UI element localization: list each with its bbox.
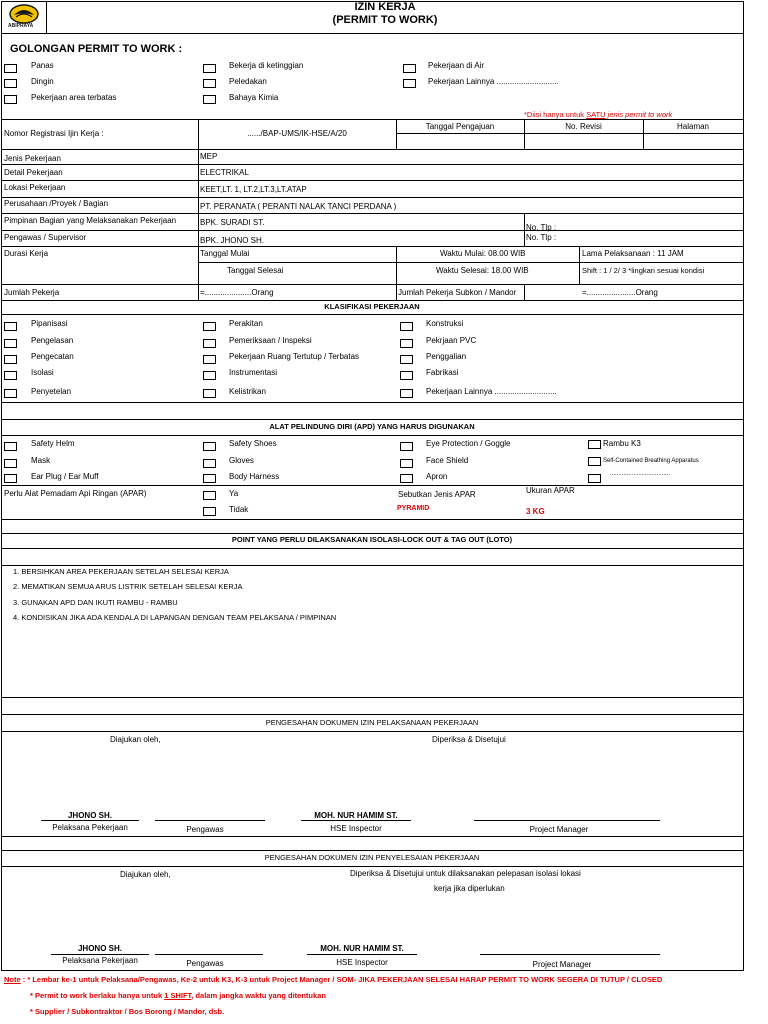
note-line-2: * Permit to work berlaku hanya untuk 1 SHIFT, dalam jangka waktu yang ditentukan <box>30 991 326 1000</box>
klasifikasi-item: Kelistrikan <box>229 387 266 396</box>
golongan-item: Peledakan <box>229 77 267 86</box>
pengesahan1-name1: JHONO SH. <box>67 811 112 820</box>
checkbox-ear-plug[interactable] <box>4 474 17 483</box>
pimpinan-label: Pimpinan Bagian yang Melaksanakan Pekerjaan <box>4 216 177 225</box>
pengesahan2-role4: Project Manager <box>532 960 592 969</box>
checkbox-rambu-k3[interactable] <box>588 440 601 449</box>
tanggal-mulai-label: Tanggal Mulai <box>200 249 250 258</box>
pengesahan1-role4: Project Manager <box>529 825 589 834</box>
loto-item: 1. BERSIHKAN AREA PEKERJAAN SETELAH SELESAI KERJA <box>13 567 229 576</box>
klasifikasi-item: Pengelasan <box>31 336 74 345</box>
pengesahan1-role1: Pelaksana Pekerjaan <box>52 823 128 832</box>
checkbox-ketinggian[interactable] <box>203 64 216 73</box>
shift-info: Shift : 1 / 2/ 3 *lingkari sesuai kondisi <box>582 266 705 275</box>
pengesahan1-title: PENGESAHAN DOKUMEN IZIN PELAKSANAAN PEKERJAAN <box>265 718 479 727</box>
pengesahan1-diperiksa: Diperiksa & Disetujui <box>432 735 506 744</box>
perusahaan-value: PT. PERANATA ( PERANTI NALAK TANCI PERDANA ) <box>200 202 397 211</box>
pengawas-label: Pengawas / Supervisor <box>4 233 87 242</box>
loto-item: 3. GUNAKAN APD DAN IKUTI RAMBU - RAMBU <box>13 598 178 607</box>
checkbox-instrumentasi[interactable] <box>203 371 216 380</box>
checkbox-eye-protection[interactable] <box>400 442 413 451</box>
pengesahan2-name3: MOH. NUR HAMIM ST. <box>320 944 404 953</box>
pengesahan2-diperiksa-1: Diperiksa & Disetujui untuk dilaksanakan pelepasan isolasi lokasi <box>350 869 581 878</box>
checkbox-penggalian[interactable] <box>400 355 413 364</box>
tanggal-selesai-label: Tanggal Selesai <box>227 266 284 275</box>
klasifikasi-title: KLASIFIKASI PEKERJAAN <box>324 302 420 311</box>
golongan-label: GOLONGAN PERMIT TO WORK : <box>10 43 183 55</box>
checkbox-penyetelan[interactable] <box>4 389 17 398</box>
apar-tidak-label: Tidak <box>229 505 249 514</box>
pengawas-value: BPK. JHONO SH. <box>200 236 265 245</box>
klasifikasi-item: Penyetelan <box>31 387 72 396</box>
apd-title: ALAT PELINDUNG DIRI (APD) YANG HARUS DIGUNAKAN <box>269 422 475 431</box>
klasifikasi-item: Konstruksi <box>426 319 464 328</box>
checkbox-safety-shoes[interactable] <box>203 442 216 451</box>
waktu-mulai: Waktu Mulai: 08.00 WIB <box>440 249 526 258</box>
lokasi-pekerjaan-label: Lokasi Pekerjaan <box>4 183 66 192</box>
apd-item: Gloves <box>229 456 254 465</box>
klasifikasi-item: Pekerjaan Lainnya ............................ <box>426 387 557 396</box>
ukuran-apar-label: Ukuran APAR <box>526 486 575 495</box>
apd-item: .................................... <box>610 471 671 477</box>
ukuran-apar-value: 3 KG <box>526 507 545 516</box>
checkbox-gloves[interactable] <box>203 459 216 468</box>
pengesahan1-role3: HSE Inspector <box>330 824 382 833</box>
lokasi-pekerjaan-value: KEET,LT. 1, LT.2,LT.3,LT.ATAP <box>200 185 307 194</box>
jenis-apar-label: Sebutkan Jenis APAR <box>398 490 476 499</box>
checkbox-kelistrikan[interactable] <box>203 389 216 398</box>
klasifikasi-item: Pipanisasi <box>31 319 68 328</box>
checkbox-mask[interactable] <box>4 459 17 468</box>
klasifikasi-item: Isolasi <box>31 368 54 377</box>
checkbox-ruang-tertutup[interactable] <box>203 355 216 364</box>
klasifikasi-item: Fabrikasi <box>426 368 459 377</box>
klasifikasi-item: Pemeriksaan / Inspeksi <box>229 336 312 345</box>
apd-item: Rambu K3 <box>603 439 641 448</box>
lama-pelaksanaan: Lama Pelaksanaan : 11 JAM <box>582 249 684 258</box>
company-logo <box>6 3 42 31</box>
detail-pekerjaan-label: Detail Pekerjaan <box>4 168 63 177</box>
apd-item: Ear Plug / Ear Muff <box>31 472 99 481</box>
golongan-item: Bahaya Kimia <box>229 93 279 102</box>
loto-title: POINT YANG PERLU DILAKSANAKAN ISOLASI-LOCK OUT & TAG OUT (LOTO) <box>231 535 513 544</box>
durasi-kerja-label: Durasi Kerja <box>4 249 49 258</box>
loto-item: 2. MEMATIKAN SEMUA ARUS LISTRIK SETELAH SELESAI KERJA <box>13 582 243 591</box>
golongan-note: *Diisi hanya untuk SATU jenis permit to work <box>524 110 673 119</box>
apd-item: Body Harness <box>229 472 280 481</box>
pengesahan2-diajukan: Diajukan oleh, <box>120 870 171 879</box>
checkbox-pvc[interactable] <box>400 339 413 348</box>
apd-item: Safety Shoes <box>229 439 277 448</box>
checkbox-face-shield[interactable] <box>400 459 413 468</box>
no-revisi-label: No. Revisi <box>565 122 602 131</box>
checkbox-konstruksi[interactable] <box>400 322 413 331</box>
klasifikasi-item: Penggalian <box>426 352 467 361</box>
checkbox-klasifikasi-lainnya[interactable] <box>400 389 413 398</box>
checkbox-apar-tidak[interactable] <box>203 507 216 516</box>
jumlah-pekerja-label: Jumlah Pekerja <box>4 288 60 297</box>
jenis-pekerjaan-value: MEP <box>200 152 218 161</box>
checkbox-bahaya-kimia[interactable] <box>203 95 216 104</box>
apar-ya-label: Ya <box>229 489 239 498</box>
golongan-item: Pekerjaan area terbatas <box>31 93 117 102</box>
checkbox-panas[interactable] <box>4 64 17 73</box>
golongan-item: Pekerjaan Lainnya ............................ <box>428 77 559 86</box>
perusahaan-label: Perusahaan /Proyek / Bagian <box>4 199 109 208</box>
klasifikasi-item: Perakitan <box>229 319 263 328</box>
klasifikasi-item: Instrumentasi <box>229 368 278 377</box>
detail-pekerjaan-value: ELECTRIKAL <box>200 168 249 177</box>
apd-item: Safety Helm <box>31 439 75 448</box>
registry-label: Nomor Registrasi Ijin Kerja : <box>4 129 104 138</box>
pengesahan2-role3: HSE Inspector <box>336 958 388 967</box>
checkbox-peledakan[interactable] <box>203 79 216 88</box>
checkbox-isolasi[interactable] <box>4 371 17 380</box>
apd-item: Apron <box>426 472 448 481</box>
checkbox-apron[interactable] <box>400 474 413 483</box>
klasifikasi-item: Pekerjaan Ruang Tertutup / Terbatas <box>229 352 360 361</box>
halaman-label: Halaman <box>676 122 709 131</box>
checkbox-perakitan[interactable] <box>203 322 216 331</box>
pengesahan1-role2: Pengawas <box>186 825 224 834</box>
apd-item: Face Shield <box>426 456 469 465</box>
checkbox-safety-helm[interactable] <box>4 442 17 451</box>
no-tlp-1: No. Tlp : <box>526 223 557 232</box>
apd-item: Mask <box>31 456 51 465</box>
checkbox-pemeriksaan[interactable] <box>203 339 216 348</box>
note-line-1: Note : * Lembar ke-1 untuk Pelaksana/Pengawas, Ke-2 untuk K3, K-3 untuk Project Manager / SOM- JIKA PEKERJAAN SELESAI HARAP PERMIT TO WORK SEGERA DI TUTUP / CLOSED <box>4 975 663 984</box>
golongan-item: Dingin <box>31 77 54 86</box>
jenis-apar-value: PYRAMID <box>397 505 430 512</box>
pengesahan2-role2: Pengawas <box>186 959 224 968</box>
checkbox-pekerjaan-lainnya[interactable] <box>403 79 416 88</box>
tanggal-pengajuan-label: Tanggal Pengajuan <box>425 122 495 131</box>
loto-item: 4. KONDISIKAN JIKA ADA KENDALA DI LAPANGAN DENGAN TEAM PELAKSANA / PIMPINAN <box>13 613 337 622</box>
pimpinan-value: BPK. SURADI ST. <box>200 218 265 227</box>
document-title: IZIN KERJA <box>354 1 416 13</box>
apd-item: Self-Contained Breathing Apparatus <box>603 458 699 464</box>
checkbox-dingin[interactable] <box>4 79 17 88</box>
apd-item: Eye Protection / Goggle <box>426 439 511 448</box>
golongan-item: Pekerjaan di Air <box>428 61 485 70</box>
pengesahan2-title: PENGESAHAN DOKUMEN IZIN PENYELESAIAN PEKERJAAN <box>264 853 480 862</box>
checkbox-pipanisasi[interactable] <box>4 322 17 331</box>
jumlah-subkon-label: Jumlah Pekerja Subkon / Mandor <box>398 288 517 297</box>
checkbox-body-harness[interactable] <box>203 474 216 483</box>
jumlah-pekerja-value: =.....................Orang <box>200 288 274 297</box>
apar-label: Perlu Alat Pemadam Api Ringan (APAR) <box>4 489 147 498</box>
registry-value: ....../BAP-UMS/IK-HSE/A/20 <box>247 129 347 138</box>
checkbox-apd-lainnya[interactable] <box>588 474 601 483</box>
checkbox-pengelasan[interactable] <box>4 339 17 348</box>
checkbox-fabrikasi[interactable] <box>400 371 413 380</box>
klasifikasi-item: Pekrjaan PVC <box>426 336 477 345</box>
jumlah-subkon-value: =......................Orang <box>582 288 658 297</box>
checkbox-area-terbatas[interactable] <box>4 95 17 104</box>
pengesahan1-diajukan: Diajukan oleh, <box>110 735 161 744</box>
logo-text: ABIPRAYA <box>8 23 34 29</box>
checkbox-apar-ya[interactable] <box>203 491 216 500</box>
document-subtitle: (PERMIT TO WORK) <box>332 14 438 26</box>
waktu-selesai: Waktu Selesai: 18.00 WIB <box>436 266 529 275</box>
no-tlp-2: No. Tlp : <box>526 233 557 242</box>
golongan-item: Panas <box>31 61 54 70</box>
klasifikasi-item: Pengecatan <box>31 352 74 361</box>
note-line-3: * Supplier / Subkontraktor / Bos Borong / Mandor, dsb. <box>30 1007 225 1016</box>
pengesahan1-name3: MOH. NUR HAMIM ST. <box>314 811 398 820</box>
jenis-pekerjaan-label: Jenis Pekerjaan <box>4 154 61 163</box>
pengesahan2-name1: JHONO SH. <box>77 944 122 953</box>
pengesahan2-role1: Pelaksana Pekerjaan <box>62 956 138 965</box>
checkbox-pengecatan[interactable] <box>4 355 17 364</box>
golongan-item: Bekerja di ketinggian <box>229 61 304 70</box>
checkbox-pekerjaan-air[interactable] <box>403 64 416 73</box>
checkbox-scba[interactable] <box>588 457 601 466</box>
pengesahan2-diperiksa-2: kerja jika diperlukan <box>434 884 505 893</box>
